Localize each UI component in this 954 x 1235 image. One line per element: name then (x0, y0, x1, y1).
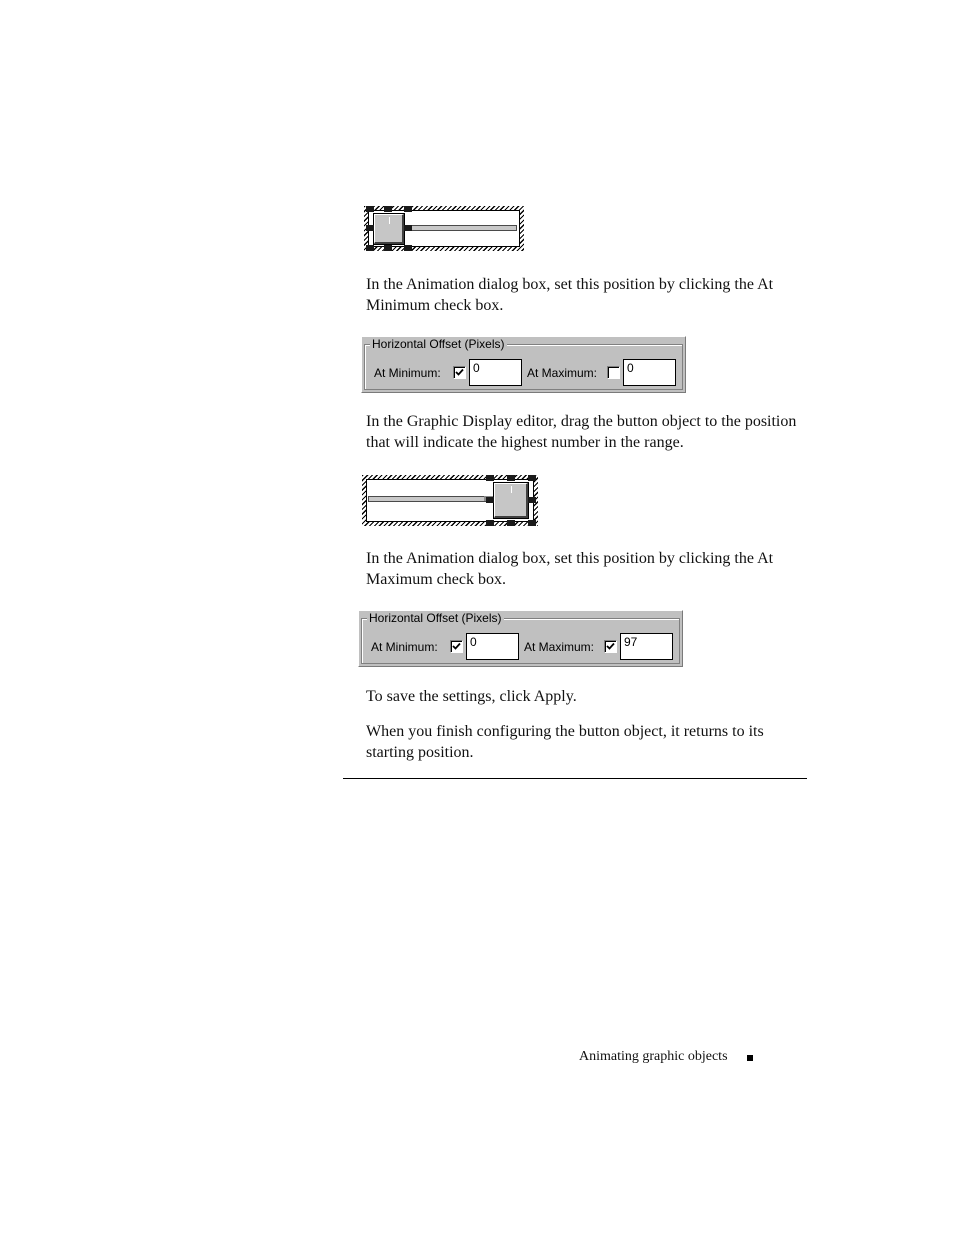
horizontal-offset-groupbox (358, 610, 683, 667)
drag-instruction: In the Graphic Display editor, drag the button object to the position that will indicate the highest number in the range. (366, 413, 797, 451)
selection-handle[interactable] (404, 225, 412, 231)
at-maximum-instruction: In the Animation dialog box, set this position by clicking the At Maximum check box. (366, 550, 774, 588)
slider-at-maximum-figure (362, 475, 538, 526)
at-minimum-checkbox[interactable] (450, 640, 463, 653)
at-minimum-input[interactable]: 0 (469, 359, 522, 386)
selection-handle[interactable] (384, 245, 392, 251)
at-minimum-label: At Minimum: (374, 366, 441, 380)
at-minimum-input[interactable]: 0 (466, 633, 519, 660)
selection-handle[interactable] (366, 225, 374, 231)
selection-handle[interactable] (507, 475, 515, 481)
at-maximum-label: At Maximum: (524, 640, 595, 654)
selection-handle[interactable] (507, 520, 515, 526)
slider-thumb[interactable] (374, 214, 404, 244)
groupbox-legend: Horizontal Offset (Pixels) (369, 611, 502, 625)
selection-handle[interactable] (404, 245, 412, 251)
horizontal-offset-groupbox (361, 336, 686, 393)
running-footer: Animating graphic objects (579, 1049, 728, 1064)
selection-handle[interactable] (528, 475, 536, 481)
thumb-marker (389, 217, 390, 224)
selection-handle[interactable] (384, 206, 392, 212)
selection-handle[interactable] (486, 475, 494, 481)
at-minimum-instruction: In the Animation dialog box, set this position by clicking the At Minimum check box. (366, 276, 774, 314)
slider-track (368, 496, 486, 502)
at-minimum-checkbox[interactable] (453, 366, 466, 379)
at-maximum-input[interactable]: 0 (623, 359, 676, 386)
checkmark-icon (606, 642, 615, 651)
selection-handle[interactable] (528, 520, 536, 526)
footer-square-icon (747, 1055, 753, 1061)
at-maximum-checkbox[interactable] (604, 640, 617, 653)
selection-handle[interactable] (528, 497, 536, 503)
at-minimum-label: At Minimum: (371, 640, 438, 654)
at-maximum-input[interactable]: 97 (620, 633, 673, 660)
slider-thumb[interactable] (494, 483, 528, 518)
selection-handle[interactable] (404, 206, 412, 212)
section-divider (343, 778, 807, 779)
at-maximum-label: At Maximum: (527, 366, 598, 380)
finish-note: When you finish configuring the button object, it returns to its starting position. (366, 723, 764, 761)
checkmark-icon (455, 368, 464, 377)
thumb-marker (511, 486, 512, 493)
slider-track (410, 225, 517, 231)
selection-handle[interactable] (486, 497, 494, 503)
checkmark-icon (452, 642, 461, 651)
groupbox-legend: Horizontal Offset (Pixels) (372, 337, 505, 351)
slider-at-minimum-figure (364, 206, 524, 251)
selection-handle[interactable] (366, 245, 374, 251)
selection-handle[interactable] (366, 206, 374, 212)
at-maximum-checkbox[interactable] (607, 366, 620, 379)
selection-handle[interactable] (486, 520, 494, 526)
apply-instruction: To save the settings, click Apply. (366, 688, 577, 705)
